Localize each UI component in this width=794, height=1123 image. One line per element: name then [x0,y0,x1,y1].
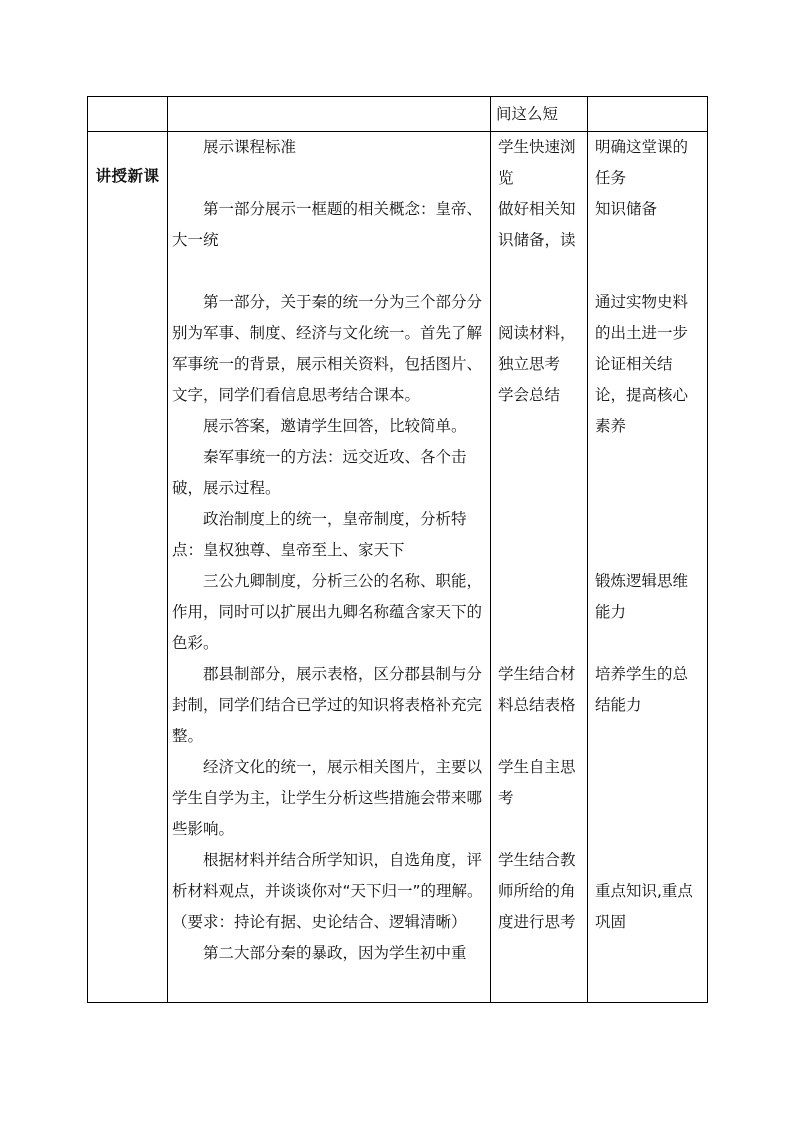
student-paragraph: 学生结合材料总结表格 [498,665,576,714]
intent-paragraph: 知识储备 [595,200,658,218]
teacher-paragraph: 第一部分展示一框题的相关概念：皇帝、大一统 [172,200,483,249]
design-intent-cell [588,132,708,1003]
intent-paragraph: 通过实物史料的出土进一步论证相关结论，提高核心素养 [595,293,689,435]
student-activity-cell [491,132,588,1003]
stage-label: 讲授新课 [95,167,160,185]
student-paragraph: 学生自主思考 [498,758,576,807]
student-paragraph: 学生快速浏览 [498,138,576,187]
student-paragraph: 学会总结 [498,386,561,404]
intent-paragraph: 重点知识,重点巩固 [595,882,693,931]
cell-stage [88,97,168,132]
teacher-paragraph: 政治制度上的统一，皇帝制度，分析特点：皇权独尊、皇帝至上、家天下 [172,510,467,559]
cell-intent [588,97,708,132]
lesson-plan-table [87,96,708,1003]
student-paragraph: 阅读材料，独立思考 [498,324,576,373]
cell-teacher [168,97,491,132]
intent-paragraph: 明确这堂课的任务 [595,138,689,187]
teacher-paragraph: 经济文化的统一，展示相关图片，主要以学生自学为主，让学生分析这些措施会带来哪些影响。 [172,758,483,838]
student-paragraph: 学生结合教师所给的角度进行思考 [498,851,576,931]
teacher-paragraph: 秦军事统一的方法：远交近攻、各个击破，展示过程。 [172,448,467,497]
intent-paragraph: 锻炼逻辑思维能力 [595,572,689,621]
stage-label-cell [88,132,168,1003]
teacher-paragraph: 郡县制部分，展示表格，区分郡县制与分封制，同学们结合已学过的知识将表格补充完整。 [172,665,483,745]
teacher-paragraph: 第一部分，关于秦的统一分为三个部分分别为军事、制度、经济与文化统一。首先了解军事统一的背景，展示相关资料，包括图片、文字，同学们看信息思考结合课本。 [172,293,483,404]
table-row [88,97,708,132]
cell-student: 间这么短 [491,97,588,132]
teacher-paragraph: 展示答案，邀请学生回答，比较简单。 [203,417,467,435]
intent-paragraph: 培养学生的总结能力 [595,665,689,714]
table-row [88,132,708,1003]
student-paragraph: 做好相关知识储备，读 [498,200,576,249]
teacher-paragraph: 第二大部分秦的暴政，因为学生初中重 [203,944,467,962]
teacher-paragraph: 根据材料并结合所学知识，自选角度，评析材料观点，并谈谈你对“天下归一”的理解。（要求：持论有据、史论结合、逻辑清晰） [172,851,483,931]
teacher-paragraph: 展示课程标准 [203,138,297,156]
teacher-paragraph: 三公九卿制度，分析三公的名称、职能，作用，同时可以扩展出九卿名称蕴含家天下的色彩。 [172,572,483,652]
teacher-activity-cell [168,132,491,1003]
